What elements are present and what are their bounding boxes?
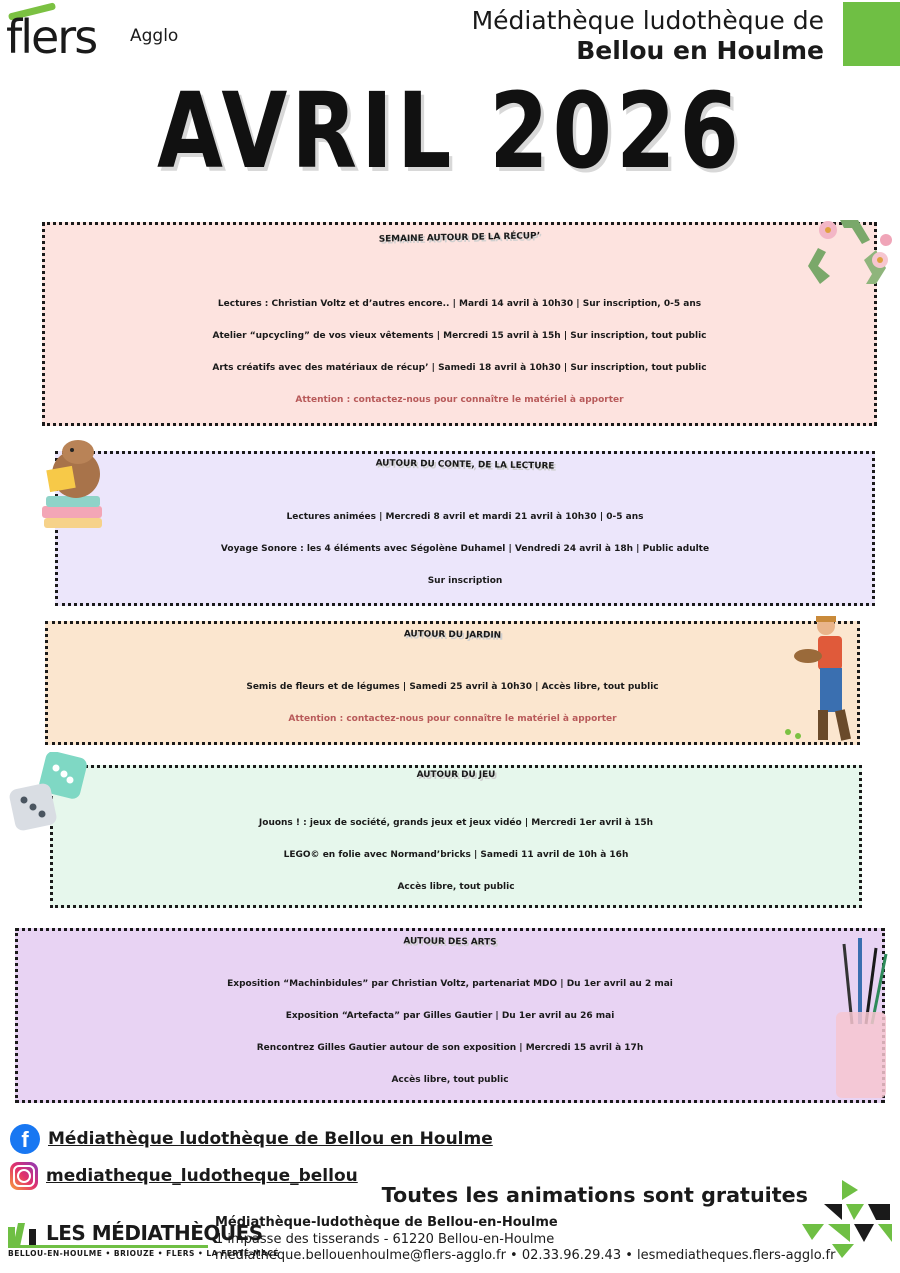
event-line: Exposition “Machinbidules” par Christian Voltz, partenariat MDO | Du 1er avril au 2 mai	[227, 979, 673, 989]
section-jardin	[45, 621, 860, 745]
section-arts	[15, 928, 885, 1103]
green-geometric-icon	[802, 1180, 892, 1258]
flers-agglo-logo	[6, 4, 196, 68]
gardener-icon	[782, 612, 880, 748]
instagram-link[interactable]	[10, 1162, 358, 1190]
section-title: SEMAINE AUTOUR DE LA RÉCUP’	[378, 231, 541, 245]
facebook-label[interactable]: Médiathèque ludothèque de Bellou en Houlme	[48, 1129, 493, 1149]
facebook-icon: f	[10, 1124, 40, 1154]
logo-underline	[8, 1245, 208, 1248]
capybara-reading-icon	[38, 432, 108, 532]
logo-main-text: flers	[6, 10, 97, 64]
instagram-icon	[10, 1162, 38, 1190]
venue-line-2: Bellou en Houlme	[576, 36, 824, 65]
section-recup	[42, 222, 877, 426]
network-logo-text: LES MÉDIATHÈQUES	[46, 1221, 263, 1245]
event-line: Lectures animées | Mercredi 8 avril et mardi 21 avril à 10h30 | 0-5 ans	[286, 512, 644, 522]
event-line: Arts créatifs avec des matériaux de récup’ | Samedi 18 avril à 10h30 | Sur inscription, tout public	[212, 363, 707, 373]
facebook-link[interactable]	[10, 1124, 493, 1154]
address-street: 1 impasse des tisserands - 61220 Bellou-en-Houlme	[215, 1232, 555, 1247]
address-name: Médiathèque-ludothèque de Bellou-en-Houlme	[215, 1215, 558, 1230]
event-line: LEGO© en folie avec Normand’bricks | Samedi 11 avril de 10h à 16h	[283, 850, 629, 860]
page-title: AVRIL 2026	[157, 70, 743, 192]
section-title: AUTOUR DES ARTS	[403, 936, 497, 948]
event-line: Semis de fleurs et de légumes | Samedi 25 avril à 10h30 | Accès libre, tout public	[246, 682, 659, 692]
instagram-label[interactable]: mediatheque_ludotheque_bellou	[46, 1166, 358, 1186]
event-line: Voyage Sonore : les 4 éléments avec Ségolène Duhamel | Vendredi 24 avril à 18h | Public adulte	[220, 544, 710, 554]
network-towns: BELLOU-EN-HOULME • BRIOUZE • FLERS • LA FERTÉ-MACÉ	[8, 1249, 280, 1258]
section-title: AUTOUR DU JEU	[416, 770, 496, 780]
mediatheques-logo	[8, 1221, 280, 1265]
event-line: Accès libre, tout public	[397, 882, 515, 892]
mediatheques-mark-icon	[8, 1223, 42, 1245]
event-line: Sur inscription	[427, 576, 503, 586]
dice-icon	[8, 752, 90, 836]
event-line: Accès libre, tout public	[391, 1075, 509, 1085]
event-line: Jouons ! : jeux de société, grands jeux et jeux vidéo | Mercredi 1er avril à 15h	[258, 818, 654, 828]
recycle-icon	[800, 210, 896, 296]
address-contact: mediatheque.bellouenhoulme@flers-agglo.fr • 02.33.96.29.43 • lesmediatheques.flers-agglo.fr	[215, 1248, 836, 1263]
event-line: Lectures : Christian Voltz et d’autres encore.. | Mardi 14 avril à 10h30 | Sur inscription, 0-5 ans	[217, 299, 702, 309]
event-line: Exposition “Artefacta” par Gilles Gautier | Du 1er avril au 26 mai	[285, 1011, 615, 1021]
event-line: Rencontrez Gilles Gautier autour de son exposition | Mercredi 15 avril à 17h	[256, 1043, 644, 1053]
section-title: AUTOUR DU CONTE, DE LA LECTURE	[375, 458, 555, 472]
section-jeu	[50, 765, 862, 908]
section-conte	[55, 451, 875, 606]
warning-note: Attention : contactez-nous pour connaître le matériel à apporter	[295, 395, 624, 405]
section-title: AUTOUR DU JARDIN	[403, 629, 502, 641]
green-square-decor	[843, 2, 900, 66]
warning-note: Attention : contactez-nous pour connaître le matériel à apporter	[288, 714, 617, 724]
venue-line-1: Médiathèque ludothèque de	[471, 6, 824, 35]
logo-sub-text: Agglo	[130, 26, 179, 46]
paintbrush-jar-icon	[830, 934, 892, 1104]
free-notice: Toutes les animations sont gratuites	[381, 1183, 808, 1207]
event-line: Atelier “upcycling” de vos vieux vêtements | Mercredi 15 avril à 15h | Sur inscription, tout public	[212, 331, 707, 341]
